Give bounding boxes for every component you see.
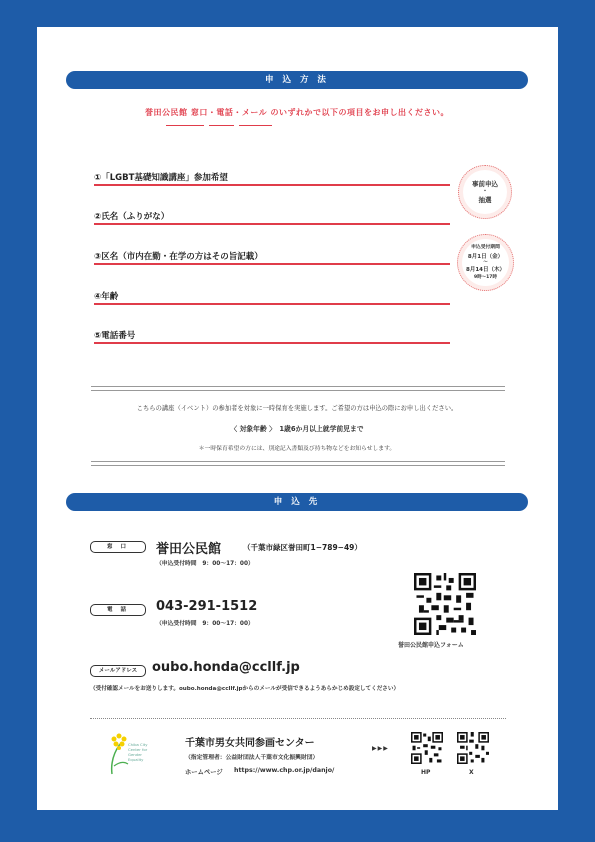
field-label: ③区名（市内在勤・在学の方はその旨記載）: [94, 252, 263, 262]
field-label: ①「LGBT基礎知識講座」参加希望: [94, 173, 228, 183]
badge-text: 8月14日（木）: [466, 267, 505, 273]
homepage-url[interactable]: https://www.chp.or.jp/danjo/: [234, 767, 335, 774]
badge-text: 9時〜17時: [474, 275, 497, 280]
section-header-application-method: 申 込 方 法: [66, 71, 528, 89]
qr-x-label: X: [469, 769, 474, 776]
label-window: 窓 口: [90, 541, 146, 553]
underline-mail: [239, 125, 272, 126]
svg-text:Chiba City: Chiba City: [128, 742, 148, 747]
label-phone: 電 話: [90, 604, 146, 616]
underline-phone: [209, 125, 234, 126]
homepage-label: ホームページ: [185, 769, 223, 776]
divider: [91, 461, 505, 466]
qr-form-caption: 誉田公民館申込フォーム: [398, 642, 464, 649]
org-manager: （指定管理者：公益財団法人千葉市文化振興財団）: [185, 755, 319, 761]
badge-text: 事前申込: [472, 180, 498, 188]
field-1: [94, 171, 450, 185]
field-label: ②氏名（ふりがな）: [94, 212, 170, 222]
childcare-note: こちらの講座（イベント）の参加者を対象に一時保育を実施します。ご希望の方は申込の際にお申し出ください。: [136, 405, 458, 412]
field-line: [94, 184, 450, 186]
qr-hp-label: HP: [421, 769, 431, 776]
venue-name: 誉田公民館: [156, 542, 222, 557]
mail-note: （受付確認メールをお送りします。oubo.honda@ccllf.jpからのメールが受信できるようあらかじめ設定してください）: [90, 686, 400, 692]
field-line: [94, 303, 450, 305]
badge-pre-application-lottery: [458, 165, 512, 219]
badge-text: ・: [481, 188, 488, 195]
underline-window: [166, 125, 204, 126]
field-label: ⑤電話番号: [94, 331, 136, 341]
badge-text: 申込受付期間: [471, 245, 500, 250]
org-name: 千葉市男女共同参画センター: [185, 738, 315, 749]
flyer-page: [37, 27, 558, 810]
intro-text: 誉田公民館 窓口・電話・メール のいずれかで以下の項目をお申し出ください。: [145, 108, 449, 117]
center-logo-icon: [106, 730, 154, 776]
badge-application-period: [457, 234, 514, 291]
svg-text:Gender: Gender: [128, 752, 142, 757]
window-hours: （申込受付時間 9：00〜17：00）: [156, 561, 254, 567]
field-line: [94, 223, 450, 225]
phone-number[interactable]: 043-291-1512: [156, 599, 258, 614]
phone-hours: （申込受付時間 9：00〜17：00）: [156, 621, 254, 627]
qr-code-x[interactable]: [457, 732, 489, 764]
childcare-age: 〈 対象年齢 〉 1歳6か月以上就学前児まで: [230, 425, 364, 433]
svg-text:Center for: Center for: [128, 747, 148, 752]
field-5: [94, 329, 450, 343]
footer-divider: [90, 718, 506, 719]
label-mail: メールアドレス: [90, 665, 146, 677]
venue-address: （千葉市緑区誉田町1−789−49）: [243, 543, 362, 552]
divider: [91, 386, 505, 391]
section-header-contact: 申 込 先: [66, 493, 528, 511]
qr-code-hp[interactable]: [411, 732, 443, 764]
badge-text: 抽選: [478, 196, 492, 204]
badge-text: 〜: [483, 260, 488, 265]
field-2: [94, 210, 450, 224]
childcare-note-2: ＊一時保育希望の方には、別途記入書類及び持ち物などをお知らせします。: [198, 446, 396, 452]
field-line: [94, 263, 450, 265]
field-label: ④年齢: [94, 292, 119, 302]
svg-text:Equality: Equality: [128, 757, 144, 762]
badge-text: 8月1日（金）: [467, 254, 504, 260]
arrow-icon: ▶▶▶: [372, 745, 389, 752]
qr-code-form[interactable]: [414, 573, 476, 635]
field-4: [94, 290, 450, 304]
mail-address[interactable]: oubo.honda@ccllf.jp: [152, 660, 300, 675]
field-line: [94, 342, 450, 344]
field-3: [94, 250, 450, 264]
